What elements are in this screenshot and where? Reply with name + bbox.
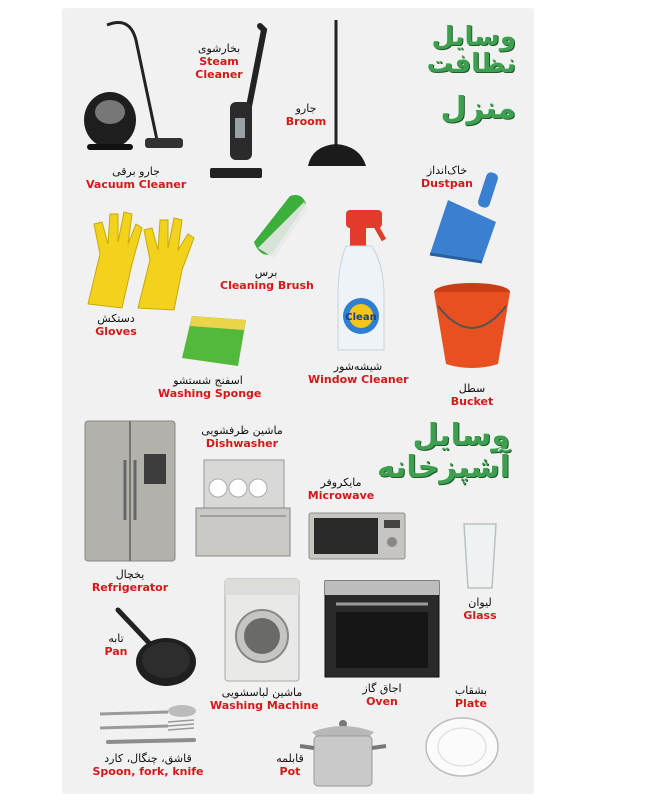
vacuum-cleaner-image xyxy=(82,20,192,164)
broom-image xyxy=(300,18,372,172)
cleaning-brush-en: Cleaning Brush xyxy=(220,279,314,293)
washing-sponge-en: Washing Sponge xyxy=(158,387,262,401)
pot-fa: قابلمه xyxy=(276,752,304,765)
glass-fa: لیوان xyxy=(468,596,492,609)
cleaning-brush-fa: برس xyxy=(254,266,278,279)
glass-image xyxy=(462,522,498,594)
plate-label xyxy=(446,684,496,710)
pan-fa: تابه xyxy=(108,632,124,645)
cleaning-title-line1: وسایل نظافت xyxy=(426,22,516,80)
cleaning-section-title xyxy=(400,24,516,124)
dishwasher-fa: ماشین ظرفشویی xyxy=(201,424,283,437)
washing-machine-image xyxy=(224,578,300,686)
dustpan-image xyxy=(426,170,508,268)
glass-en: Glass xyxy=(463,609,497,623)
microwave-en: Microwave xyxy=(307,489,375,503)
oven-en: Oven xyxy=(366,695,398,709)
steam-cleaner-en-line2: Cleaner xyxy=(195,68,243,82)
cleaning-brush-image xyxy=(244,188,312,264)
gloves-image xyxy=(78,204,208,314)
cleaning-title-line2: منزل xyxy=(440,90,516,126)
plate-image xyxy=(424,716,500,782)
microwave-fa: مایکروفر xyxy=(320,476,362,489)
pan-en: Pan xyxy=(104,645,128,659)
washing-sponge-image xyxy=(180,306,250,374)
microwave-label xyxy=(304,476,378,502)
window-cleaner-image xyxy=(332,206,392,360)
glass-label xyxy=(452,596,508,622)
kitchen-title-line2: آشپزخانه xyxy=(376,449,510,485)
bucket-label xyxy=(442,382,502,408)
dishwasher-image xyxy=(194,458,292,562)
gloves-fa: دستکش xyxy=(97,312,135,325)
window-cleaner-bottle-text: Clean xyxy=(345,312,377,323)
washing-machine-en: Washing Machine xyxy=(210,699,319,713)
microwave-image xyxy=(308,512,406,564)
steam-cleaner-fa: بخارشوی xyxy=(197,42,241,55)
refrigerator-en: Refrigerator xyxy=(91,581,169,595)
refrigerator-fa: یخچال xyxy=(115,568,145,581)
kitchen-section-title xyxy=(370,420,510,483)
cutlery-fa: قاشق، چنگال، کارد xyxy=(104,752,192,765)
washing-sponge-fa: اسفنج شستشو xyxy=(173,374,243,387)
gloves-en: Gloves xyxy=(95,325,137,339)
bucket-fa: سطل xyxy=(458,382,486,395)
window-cleaner-fa: شیشه‌شور xyxy=(333,360,383,373)
refrigerator-label xyxy=(90,568,170,594)
bucket-en: Bucket xyxy=(450,395,494,409)
cleaning-brush-label xyxy=(220,266,312,292)
plate-fa: بشقاب xyxy=(454,684,488,697)
window-cleaner-label xyxy=(308,360,408,386)
dishwasher-label xyxy=(196,424,288,450)
cutlery-image xyxy=(98,702,198,754)
cutlery-en: Spoon, fork, knife xyxy=(92,765,204,779)
cutlery-label xyxy=(92,752,204,778)
washing-machine-label xyxy=(210,686,319,713)
kitchen-title-line1: وسایل xyxy=(412,418,510,453)
broom-en: Broom xyxy=(285,115,327,129)
plate-en: Plate xyxy=(455,697,487,711)
broom-label xyxy=(276,102,336,128)
steam-cleaner-image xyxy=(208,22,270,186)
dishwasher-en: Dishwasher xyxy=(205,437,279,451)
vacuum-cleaner-fa: جارو برقی xyxy=(112,165,160,178)
oven-image xyxy=(324,580,440,682)
pot-en: Pot xyxy=(279,765,301,779)
dustpan-en: Dustpan xyxy=(421,177,473,191)
washing-sponge-label xyxy=(158,374,262,401)
pot-image xyxy=(298,718,388,794)
gloves-label xyxy=(86,312,146,338)
vacuum-cleaner-en: Vacuum Cleaner xyxy=(86,178,187,192)
refrigerator-image xyxy=(84,420,176,568)
broom-fa: جارو xyxy=(295,102,317,115)
steam-cleaner-en-line1: Steam xyxy=(199,55,239,69)
oven-label xyxy=(352,682,412,708)
bucket-image xyxy=(432,280,514,376)
window-cleaner-en: Window Cleaner xyxy=(308,373,409,387)
pan-image xyxy=(114,606,200,694)
washing-machine-fa: ماشین لباسشویی xyxy=(221,686,303,699)
dustpan-fa: خاک‌انداز xyxy=(426,164,468,177)
oven-fa: اجاق گاز xyxy=(362,682,402,695)
vacuum-cleaner-label xyxy=(86,165,186,191)
